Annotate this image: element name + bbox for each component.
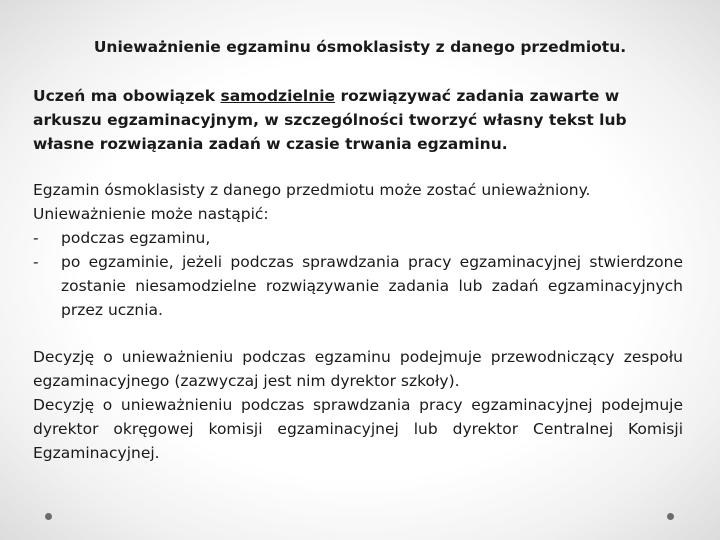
slide-title: Unieważnienie egzaminu ósmoklasisty z danego przedmiotu. [93,38,627,56]
invalidation-paragraph [33,178,683,322]
invalidation-intro: Unieważnienie może nastąpić: [33,205,269,223]
list-item-text: po egzaminie, jeżeli podczas sprawdzania pracy egzaminacyjnej stwierdzone zostanie niesamodzielne rozwiązywanie zadania lub zadań egzaminacyjnych przez ucznia. [61,253,683,319]
invalidation-statement: Egzamin ósmoklasisty z danego przedmiotu może zostać unieważniony. [33,181,591,199]
obligation-paragraph [33,84,683,156]
decision-during-grading: Decyzję o unieważnieniu podczas sprawdzania pracy egzaminacyjnej podejmuje dyrektor okręgowej komisji egzaminacyjnej lub dyrektor Centralnej Komisji Egzaminacyjnej. [33,396,683,462]
obligation-text-end: rozwiązywać zadania zawarte w arkuszu egzaminacyjnym, w szczególności tworzyć własny tekst lub własne rozwiązania zadań w czasie trwania egzaminu. [33,87,627,153]
list-item-text: podczas egzaminu, [61,229,211,247]
bullet-dash: - [33,253,39,271]
decorative-dot-right [667,513,674,520]
list-item [33,250,683,322]
decorative-dot-left [45,513,52,520]
list-item [33,226,683,250]
underlined-keyword: samodzielnie [220,87,336,105]
obligation-text-start: Uczeń ma obowiązek [33,87,221,105]
decision-during-exam: Decyzję o unieważnieniu podczas egzaminu podejmuje przewodniczący zespołu egzaminacyjnego (zazwyczaj jest nim dyrektor szkoły). [33,348,683,390]
bullet-dash: - [33,229,39,247]
decision-paragraph [33,345,683,465]
